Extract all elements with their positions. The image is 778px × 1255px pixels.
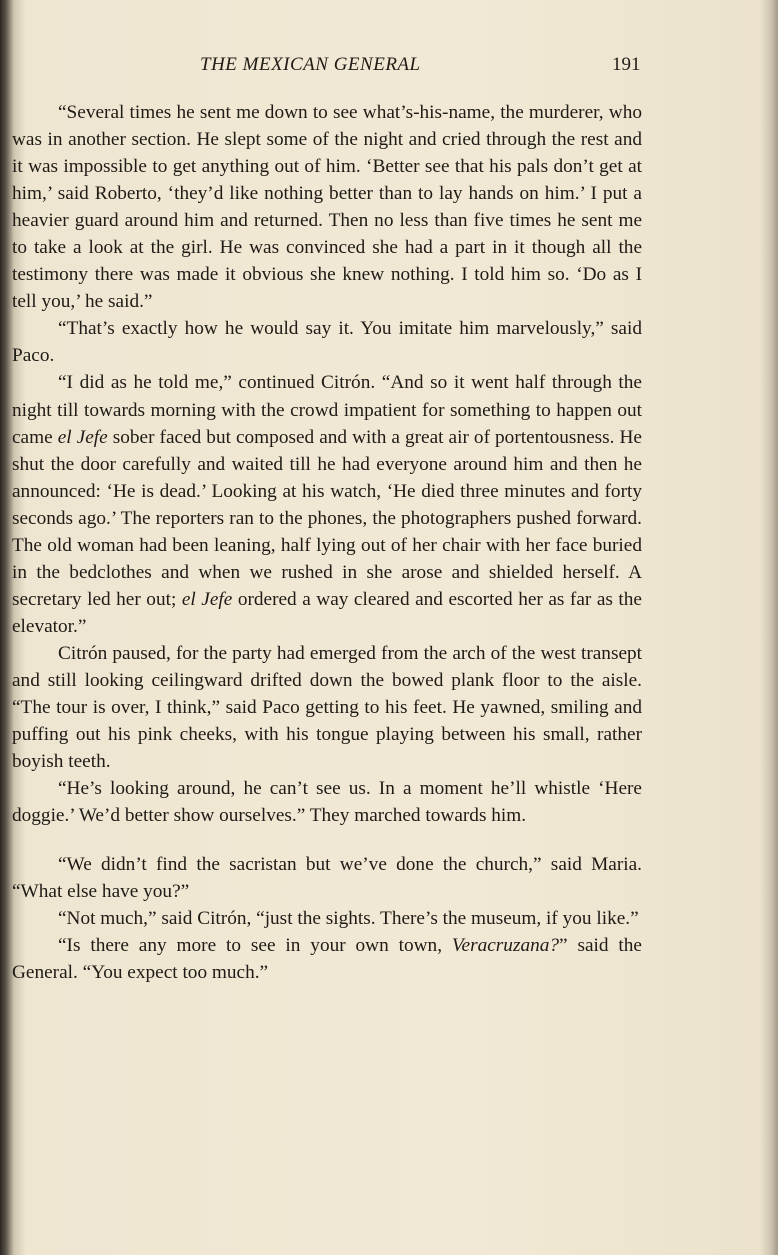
page-number: 191	[612, 54, 641, 75]
paragraph: “We didn’t find the sacristan but we’ve done the church,” said Maria. “What else have you?”	[12, 854, 642, 903]
italic-term: el Jefe	[57, 426, 108, 448]
paragraph: “Several times he sent me down to see what’s-his-name, the murderer, who was in another section. He slept some of the night and cried through the rest and it was impossible to get anything out of him. ‘Better see that his pals don’t get at him,’ said Roberto, ‘they’d like nothing better than to lay hands on him.’ I put a heavier guard around him and returned. Then no less than five times he sent me to take a look at the girl. He was convinced she had a part in it though all the testimony there was made it obvious she knew nothing. I told him so. ‘Do as I tell you,’ he said.”	[12, 102, 642, 313]
paragraph: “He’s looking around, he can’t see us. In a moment he’ll whistle ‘Here doggie.’ We’d better show ourselves.” They marched towards him.	[12, 778, 642, 827]
paragraph: “That’s exactly how he would say it. You imitate him marvelously,” said Paco.	[12, 318, 642, 367]
body-text	[12, 99, 642, 987]
italic-term: el Jefe	[181, 588, 233, 610]
paragraph: “Is there any more to see in your own town, Veracruzana?” said the General. “You expect too much.”	[12, 935, 642, 984]
page-edge-shadow	[760, 0, 778, 1255]
page-header	[0, 54, 778, 82]
italic-term: Veracruzana?	[451, 935, 560, 957]
paragraph: “Not much,” said Citrón, “just the sights. There’s the museum, if you like.”	[58, 908, 639, 930]
running-title: THE MEXICAN GENERAL	[200, 54, 421, 75]
paragraph: “I did as he told me,” continued Citrón. “And so it went half through the night till towards morning with the crowd impatient for something to happen out came el Jefe sober faced but composed and with a great air of portentousness. He shut the door carefully and waited till he had everyone around him and then he announced: ‘He is dead.’ Looking at his watch, ‘He died three minutes and forty seconds ago.’ The reporters ran to the phones, the photographers pushed forward. The old woman had been leaning, half lying out of her chair with her face buried in the bedclothes and when we rushed in she arose and shielded herself. A secretary led her out; el Jefe ordered a way cleared and escorted her as far as the elevator.”	[12, 372, 642, 637]
paragraph: Citrón paused, for the party had emerged from the arch of the west transept and still looking ceilingward drifted down the bowed plank floor to the aisle. “The tour is over, I think,” said Paco getting to his feet. He yawned, smiling and puffing out his pink cheeks, with his tongue playing between his small, rather boyish teeth.	[12, 642, 642, 773]
